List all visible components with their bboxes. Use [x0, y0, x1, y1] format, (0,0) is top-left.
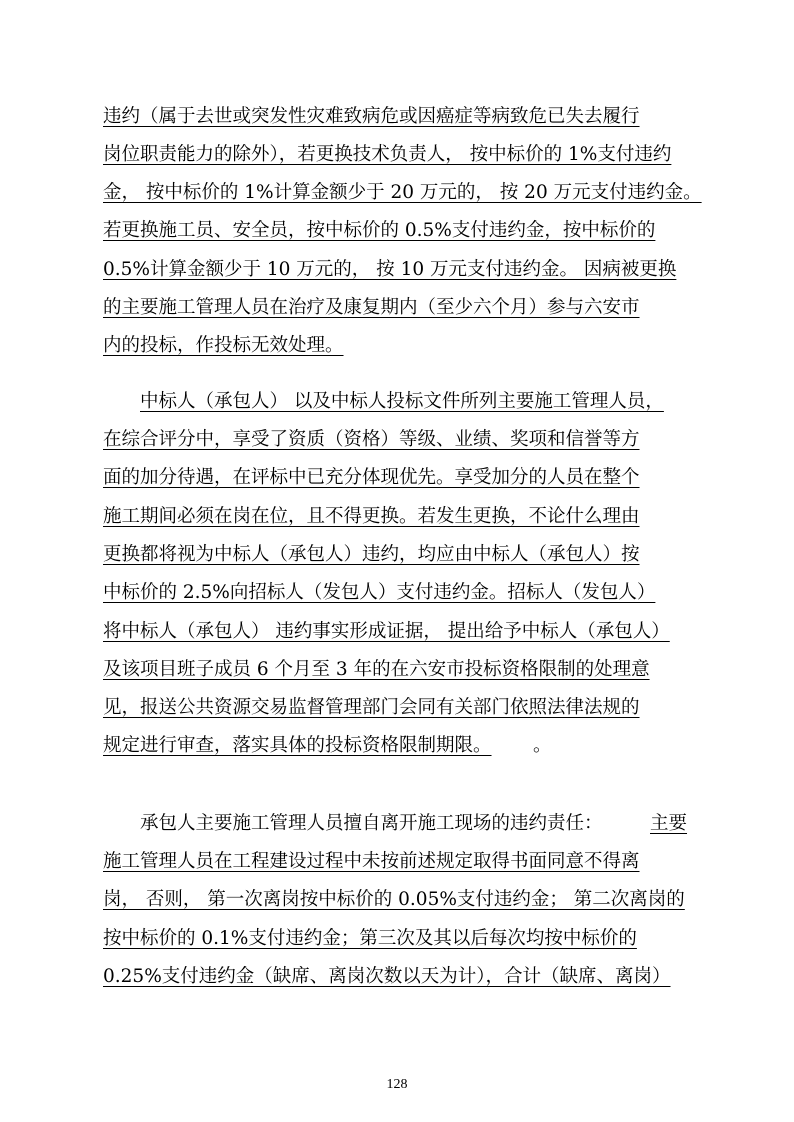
text-line: 0.5%计算金额少于 10 万元的， 按 10 万元支付违约金。 因病被更换	[103, 259, 677, 280]
text-line: 岗位职责能力的除外），若更换技术负责人， 按中标价的 1%支付违约	[103, 144, 672, 165]
text-line: 施工管理人员在工程建设过程中未按前述规定取得书面同意不得离	[103, 851, 640, 872]
text-line: 将中标人（承包人） 违约事实形成证据， 提出给予中标人（承包人）	[103, 621, 670, 642]
text-line: 见，报送公共资源交易监督管理部门会同有关部门依照法律法规的	[103, 697, 640, 718]
text-line: 岗， 否则， 第一次离岗按中标价的 0.05%支付违约金； 第二次离岗的	[103, 889, 685, 910]
text-line: 规定进行审查，落实具体的投标资格限制期限。	[103, 735, 492, 756]
text-line: 更换都将视为中标人（承包人）违约，均应由中标人（承包人）按	[103, 544, 640, 565]
text-line: 施工期间必须在岗在位，且不得更换。若发生更换，不论什么理由	[103, 506, 640, 527]
text-line: 承包人主要施工管理人员擅自离开施工现场的违约责任：	[140, 813, 603, 834]
text-line: 在综合评分中，享受了资质（资格）等级、业绩、奖项和信誉等方	[103, 429, 640, 450]
text-line: 金， 按中标价的 1%计算金额少于 20 万元的， 按 20 万元支付违约金。	[103, 182, 702, 203]
text-line: 中标人（承包人） 以及中标人投标文件所列主要施工管理人员，	[140, 391, 664, 412]
text-line: 。	[533, 735, 552, 756]
text-line: 内的投标，作投标无效处理。	[103, 335, 344, 356]
text-line: 及该项目班子成员 6 个月至 3 年的在六安市投标资格限制的处理意	[103, 659, 650, 680]
text-line: 的主要施工管理人员在治疗及康复期内（至少六个月）参与六安市	[103, 297, 640, 318]
text-line: 违约（属于去世或突发性灾难致病危或因癌症等病致危已失去履行	[103, 106, 640, 127]
text-line: 按中标价的 0.1%支付违约金；第三次及其以后每次均按中标价的	[103, 928, 637, 949]
text-line: 若更换施工员、安全员，按中标价的 0.5%支付违约金，按中标价的	[103, 220, 656, 241]
text-line: 主要	[650, 813, 688, 834]
text-line: 面的加分待遇，在评标中已充分体现优先。享受加分的人员在整个	[103, 467, 640, 488]
text-line: 0.25%支付违约金（缺席、离岗次数以天为计），合计（缺席、离岗）	[103, 966, 671, 987]
text-line: 中标价的 2.5%向招标人（发包人）支付违约金。招标人（发包人）	[103, 582, 656, 603]
page-number: 128	[386, 1077, 408, 1092]
